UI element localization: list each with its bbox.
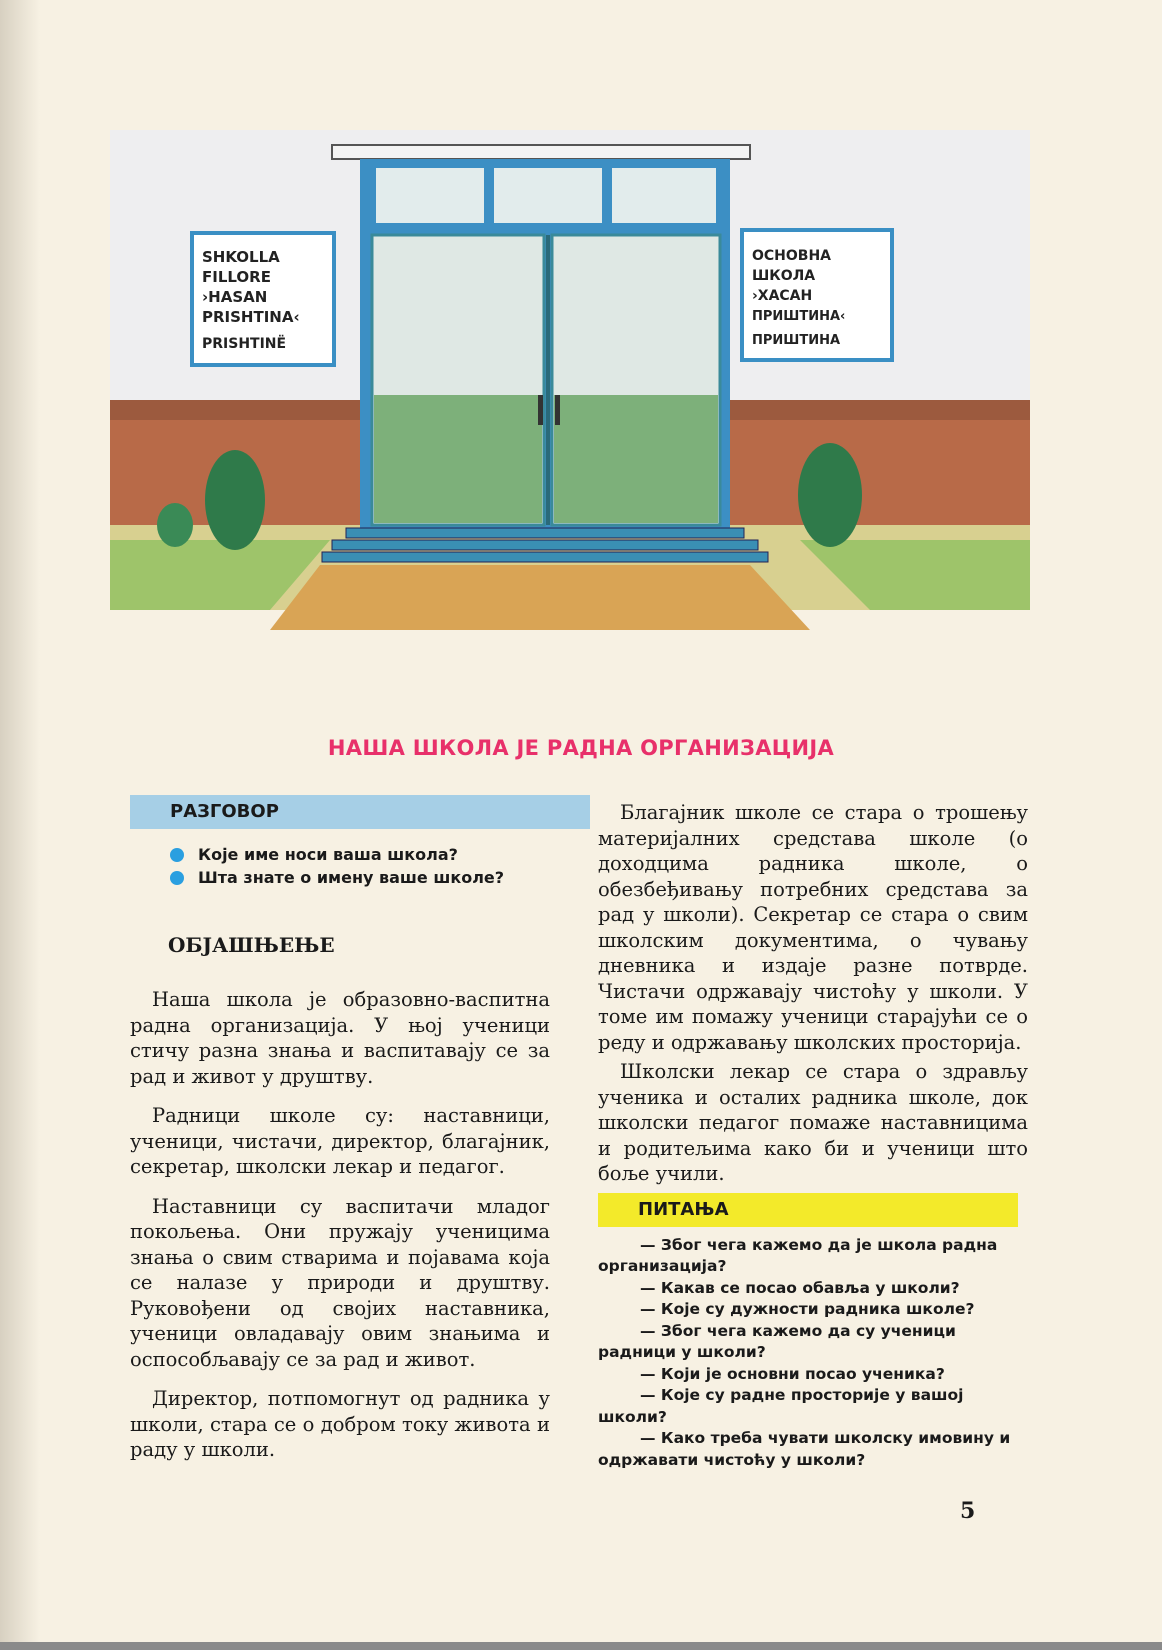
- svg-text:›ХАСАН: ›ХАСАН: [752, 288, 813, 304]
- paragraph: Школски лекар се стара о здрављу ученика и осталих радника школе, док школски педагог помаже наставницима и родитељима како би и ученици што боље учили.: [598, 1060, 1028, 1185]
- door-handle-left: [538, 395, 543, 425]
- right-column: [598, 800, 1028, 1471]
- bush-right: [798, 443, 862, 547]
- paragraph: Директор, потпомогнут од радника у школи, стара се о добром току живота и раду у школи.: [130, 1387, 550, 1461]
- paragraph: Радници школе су: наставници, ученици, чистачи, директор, благајник, секретар, школски лекар и педагог.: [130, 1104, 550, 1178]
- svg-text:SHKOLLA: SHKOLLA: [202, 248, 280, 266]
- paragraph: Благајник школе се стара о трошењу материјалних средстава школе (о доходцима радника школе, о обезбеђивању потребних средстава за рад у школи). Секретар се стара о свим школским документима, о чувању дневника и издаје разне потврде. Чистачи одржавају чистоћу у школи. У томе им помажу ученици старајући се о реду и одржавању школских просторија.: [598, 801, 1028, 1054]
- bullet-icon: [170, 871, 184, 885]
- page-title: НАША ШКОЛА ЈЕ РАДНА ОРГАНИЗАЦИЈА: [327, 736, 835, 760]
- list-item: Шта знате о имену ваше школе?: [170, 866, 550, 889]
- svg-text:›HASAN: ›HASAN: [202, 288, 268, 306]
- explanation-heading: ОБЈАШЊЕЊЕ: [168, 933, 335, 957]
- list-item: — Које су дужности радника школе?: [640, 1300, 975, 1318]
- sign-right: [742, 230, 892, 360]
- list-item: — Који је основни посао ученика?: [640, 1364, 945, 1383]
- page-binding-shadow: [0, 0, 40, 1650]
- explanation-text: [130, 987, 550, 1463]
- list-item: — Због чега кажемо да је школа радна организација?: [598, 1235, 998, 1275]
- left-column: [130, 795, 550, 1477]
- list-item: — Због чега кажемо да су ученици радници у школи?: [598, 1321, 956, 1361]
- conversation-heading: РАЗГОВОР: [130, 795, 590, 829]
- svg-text:PRISHTINA‹: PRISHTINA‹: [202, 308, 300, 326]
- svg-text:PRISHTINË: PRISHTINË: [202, 336, 287, 352]
- sign-left: [192, 233, 334, 365]
- walkway: [270, 565, 810, 630]
- bush-left: [205, 450, 265, 550]
- conversation-list: [130, 843, 550, 889]
- door-handle-right: [555, 395, 560, 425]
- school-entrance-illustration: [110, 110, 1030, 670]
- paragraph: Наша школа је образовно-васпитна радна организација. У њој ученици стичу разна знања и васпитавају се за рад и живот у друштву.: [130, 988, 550, 1088]
- svg-text:ШКОЛА: ШКОЛА: [752, 268, 816, 284]
- page-number: 5: [960, 1498, 976, 1524]
- questions-list: [598, 1235, 1028, 1472]
- list-item: Које име носи ваша школа?: [170, 843, 550, 866]
- right-text: [598, 800, 1028, 1187]
- door-canopy: [332, 145, 750, 159]
- page-bottom-edge: [0, 1642, 1162, 1650]
- svg-text:ПРИШТИНА‹: ПРИШТИНА‹: [752, 309, 846, 324]
- svg-text:ПРИШТИНА: ПРИШТИНА: [752, 333, 841, 348]
- svg-text:ОСНОВНА: ОСНОВНА: [752, 248, 832, 264]
- questions-heading: ПИТАЊА: [598, 1193, 1018, 1227]
- svg-text:FILLORE: FILLORE: [202, 268, 271, 286]
- bullet-icon: [170, 848, 184, 862]
- list-item: — Које су радне просторије у вашој школи?: [598, 1386, 964, 1426]
- paragraph: Наставници су васпитачи младог покољења. Они пружају ученицима знања о свим стварима и појавама која се налазе у природи и друштву. Руковођени од својих наставника, ученици овладавају овим знањима и оспособљавају се за рад и живот.: [130, 1194, 550, 1371]
- list-item: — Какав се посао обавља у школи?: [640, 1278, 960, 1297]
- list-item: — Како треба чувати школску имовину и одржавати чистоћу у школи?: [598, 1429, 1011, 1469]
